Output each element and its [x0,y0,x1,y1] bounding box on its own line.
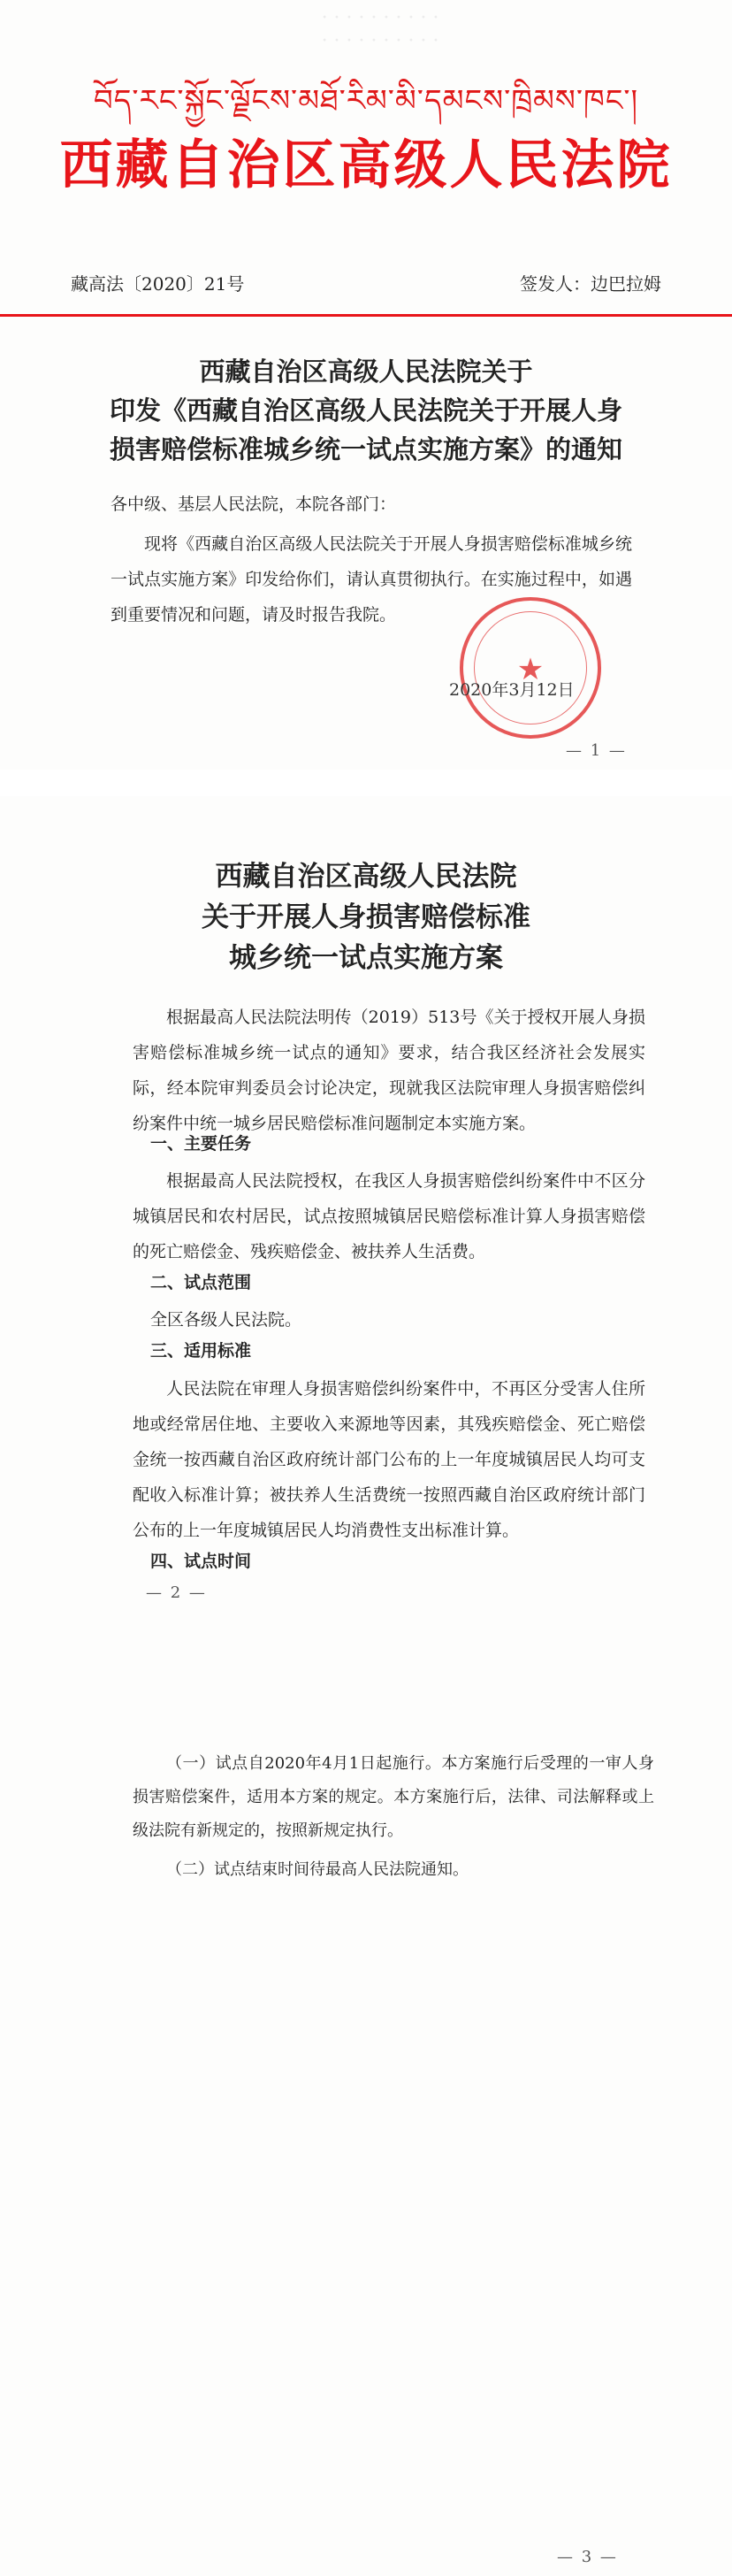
notice-title [0,352,732,469]
official-seal [460,597,601,739]
notice-title-line: 西藏自治区高级人民法院关于 [199,356,533,387]
notice-body: 现将《西藏自治区高级人民法院关于开展人身损害赔偿标准城乡统一试点实施方案》印发给你们，请认真贯彻执行。在实施过程中，如遇到重要情况和问题，请及时报告我院。 [111,534,632,625]
recipients: 各中级、基层人民法院，本院各部门： [111,494,397,514]
signer: 签发人：边巴拉姆 [520,273,661,295]
document-page-3 [0,1712,732,2576]
plan-title [0,856,732,978]
section-text: 人民法院在审理人身损害赔偿纠纷案件中，不再区分受害人住所地或经常居住地、主要收入来源地等因素，其残疾赔偿金、死亡赔偿金统一按西藏自治区政府统计部门公布的上一年度城镇居民人均可支配收入标准计算；被扶养人生活费统一按照西藏自治区政府统计部门公布的上一年度城镇居民人均消费性支出标准计算。 [133,1379,645,1540]
section-heading: 二、试点范围 [150,1273,252,1292]
trial-item-1: （一）试点自2020年4月1日起施行。本方案施行后受理的一审人身损害赔偿案件，适用本方案的规定。本方案施行后，法律、司法解释或上级法院有新规定的，按照新规定执行。 [133,1754,654,1840]
trial-item-2: （二）试点结束时间待最高人民法院通知。 [166,1860,469,1879]
plan-title-line: 城乡统一试点实施方案 [229,942,503,974]
plan-intro: 根据最高人民法院法明传（2019）513号《关于授权开展人身损害赔偿标准城乡统一试点的通知》要求，结合我区经济社会发展实际，经本院审判委员会讨论决定，现就我区法院审理人身损害赔偿纠纷案件中统一城乡居民赔偿标准问题制定本实施方案。 [133,1008,645,1133]
issue-date: 2020年3月12日 [449,680,575,700]
document-meta [71,270,661,298]
bleed-through-text: · · · · · · · · · · · · · · · · · · · · [321,7,439,52]
plan-title-line: 关于开展人身损害赔偿标准 [202,901,530,933]
notice-title-line: 印发《西藏自治区高级人民法院关于开展人身 [109,395,622,426]
section-text: 全区各级人民法院。 [150,1310,302,1330]
plan-title-line: 西藏自治区高级人民法院 [215,861,517,893]
seal-star-icon: ★ [516,652,545,687]
page-number: — 2 — [146,1583,207,1602]
page-number: — 3 — [557,2548,618,2566]
document-page-1 [0,0,732,770]
page-number: — 1 — [566,741,627,760]
red-divider [0,314,732,317]
section-text: 根据最高人民法院授权，在我区人身损害赔偿纠纷案件中不区分城镇居民和农村居民，试点按照城镇居民赔偿标准计算人身损害赔偿的死亡赔偿金、残疾赔偿金、被扶养人生活费。 [133,1171,645,1261]
section-heading: 四、试点时间 [150,1552,252,1571]
document-page-2 [0,796,732,1712]
court-name-header: 西藏自治区高级人民法院 [59,134,673,196]
section-heading: 三、适用标准 [150,1341,252,1361]
section-heading: 一、主要任务 [150,1134,252,1154]
court-name-tibetan: བོད་རང་སྐྱོང་ལྗོངས་མཐོ་རིམ་མི་དམངས་ཁྲིམས་ཁང་། [93,83,639,119]
notice-title-line: 损害赔偿标准城乡统一试点实施方案》的通知 [109,434,622,464]
document-number: 藏高法〔2020〕21号 [71,273,245,295]
